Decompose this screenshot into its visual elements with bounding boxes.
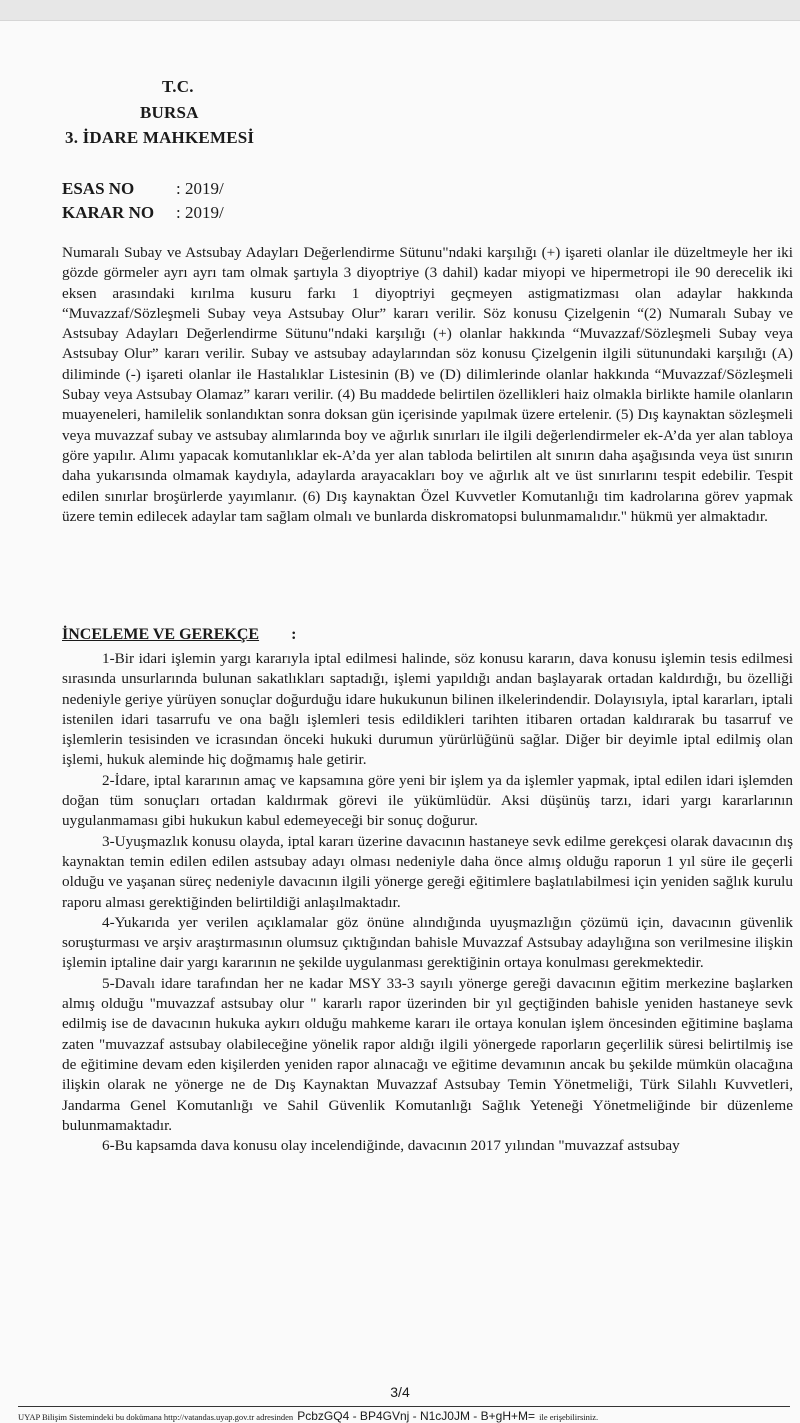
intro-paragraph-block	[62, 243, 793, 527]
reason-paragraph: 1-Bir idari işlemin yargı kararıyla iptal edilmesi halinde, söz konusu kararın, dava konusu işlemin tesis edilmesi sırasında unsurlarında bulunan sakatlıkları saptadığı, işlemi yapıldığı andan başlayarak ortadan kaldırdığı, bu özelliği nedeniyle geriye yürüyen sonuçlar doğurduğu idare hukukunun bilinen ilkelerindendir. Dolayısıyla, iptal kararları, iptali istenilen idari tasarrufu ve ona bağlı işlemleri tesis edildikleri tarihten itibaren ortadan kaldırarak bu tasarruf ve işlemlerin tesisinden ve icrasından önceki hukuki durumun yürürlüğünü sağlar. Diğer bir deyimle iptal edilmiş olan işlemi, hukuk aleminde hiç doğmamış hale getirir.	[62, 650, 793, 769]
intro-paragraph: Numaralı Subay ve Astsubay Adayları Değerlendirme Sütunu"ndaki karşılığı (+) işareti olanlar ile düzeltmeyle her iki gözde görmeler ayrı ayrı tam olmak şartıyla 3 diyoptriye (3 dahil) kadar miyopi ve hipermetropi ile 90 derecelik iki eksen arasındaki kırılma kusuru farkı 1 diyoptriyi geçmeyen astigmatizması olan adaylar hakkında “Muvazzaf/Sözleşmeli Subay veya Astsubay Olur” kararı verilir. Söz konusu Çizelgenin “(2) Numaralı Subay ve Astsubay Adayları Değerlendirme Sütunu"ndaki karşılığı (+) olanlar hakkında “Muvazzaf/Sözleşmeli Subay veya Astsubay Olur” kararı verilir. Subay ve astsubay adaylarından söz konusu Çizelgenin ilgili sütunundaki karşılığı (A) diliminde (-) işareti olanlar ile Hastalıklar Listesinin (B) ve (D) dilimlerinde olanlar hakkında “Muvazzaf/Sözleşmeli Subay veya Astsubay Olamaz” kararı verilir. (4) Bu maddede belirtilen özellikleri haiz olmakla birlikte hamile olanların muayeneleri, hamilelik sonlandıktan sonra doksan gün içerisinde yapılmak üzere ertelenir. (5) Dış kaynaktan sözleşmeli veya muvazzaf subay ve astsubay alımlarında boy ve ağırlık sınırları ile ilgili değerlendirmeler ek-A’da yer alan tabloya göre yapılır. Alımı yapacak komutanlıklar ek-A’da yer alan tabloda belirtilen alt sınırın daha aşağısında veya üst sınırın daha yukarısında olmamak kaydıyla, adaylarda arayacakları boy ve ağırlık alt ve üst sınırlarını tespit edebilir. Tespit edilen sınırlar broşürlerde yayımlanır. (6) Dış kaynaktan Özel Kuvvetler Komutanlığı tim kadrolarına görev yapmak üzere temin edilecek adaylar tam sağlam olmalı ve bunlarda diskromatopsi bulunmamalıdır." hükmü yer almaktadır.	[62, 244, 793, 525]
reason-paragraph: 5-Davalı idare tarafından her ne kadar MSY 33-3 sayılı yönerge gereği davacının eğitim merkezine başlarken almış olduğu "muvazzaf astsubay olur " kararlı rapor üzerinden bir yıl geçtiğinden bahisle yeniden hastaneye sevk edilmiş ise de davacının hukuka aykırı olduğu mahkeme kararı ile ortaya konulan işlem öncesinden eğitimine başlama zaten "muvazzaf astsubay olabileceğine yönelik rapor aldığı ilgili yönergede raporların geçerlilik süresi belirtilmiş ise de eğitimine devam eden kişilerden yeniden rapor alınacağı ve eğitime devamının ancak bu şekilde mümkün olacağına ilişkin olarak ne yönerge ne de Dış Kaynaktan Muvazzaf Astsubay Temin Yönetmeliği, Türk Silahlı Kuvvetleri, Jandarma Genel Komutanlığı ve Sahil Güvenlik Komutanlığı Sağlık Yeteneği Yönetmeliğinde bir düzenleme bulunmamaktadır.	[62, 974, 793, 1134]
reason-paragraph: 4-Yukarıda yer verilen açıklamalar göz önüne alındığında uyuşmazlığın çözümü için, davacının güvenlik soruşturması ve arşiv araştırmasının olumsuz çıktığından bahisle Muvazzaf Astsubay adaylığına son verilmesine ilişkin işlemin iptaline dair yargı kararının ne şekilde uygulanması gerektiğinin ortaya konulması gerekmektedir.	[62, 913, 793, 972]
section-heading	[62, 626, 296, 644]
reason-paragraph: 6-Bu kapsamda dava konusu olay incelendiğinde, davacının 2017 yılından "muvazzaf astsubay	[102, 1137, 680, 1155]
karar-no-label: KARAR NO	[62, 203, 155, 222]
footer-suffix: ile erişebilirsiniz.	[539, 1412, 599, 1422]
karar-no-row	[62, 203, 224, 223]
karar-no-value: : 2019/	[176, 203, 224, 222]
footer-prefix: UYAP Bilişim Sistemindeki bu dokümana http://vatandas.uyap.gov.tr adresinden	[18, 1412, 294, 1422]
esas-no-row	[62, 179, 224, 199]
section-colon: :	[291, 626, 297, 643]
esas-no-label: ESAS NO	[62, 179, 135, 198]
uyap-footer	[18, 1406, 790, 1423]
header-tc: T.C.	[162, 77, 194, 96]
page-number: 3/4	[390, 1384, 410, 1400]
document-page	[0, 20, 800, 1423]
header-city: BURSA	[140, 103, 199, 122]
verification-code: PcbzGQ4 - BP4GVnj - N1cJ0JM - B+gH+M=	[297, 1409, 535, 1423]
reasoning-block	[62, 649, 793, 1156]
section-title: İNCELEME VE GEREKÇE	[62, 626, 260, 643]
reason-paragraph: 2-İdare, iptal kararının amaç ve kapsamına göre yeni bir işlem ya da işlemler yapmak, iptal edilen idari işlemden doğan tüm sonuçları ortadan kaldırmak görevi ile yükümlüdür. Aksi düşünüş tarzı, idari yargı kararlarının uygulanmaması gibi hukukun kabul edemeyeceği bir sonuç doğurur.	[62, 771, 793, 830]
esas-no-value: : 2019/	[176, 179, 224, 198]
reason-paragraph: 3-Uyuşmazlık konusu olayda, iptal kararı üzerine davacının hastaneye sevk edilme gerekçesi olarak davacının dış kaynaktan temin edilen edilen astsubay adayı olması nedeniyle daha önce almış olduğu raporun 1 yıl süre ile geçerli olduğu ve yaşanan süreç nedeniyle davacının ilgili yönerge gereği eğitimlere başlatılabilmesi için yeniden sağlık kurulu raporu alması gerektiğinden belirtildiği anlaşılmaktadır.	[62, 832, 793, 911]
header-court-name: 3. İDARE MAHKEMESİ	[65, 128, 255, 147]
